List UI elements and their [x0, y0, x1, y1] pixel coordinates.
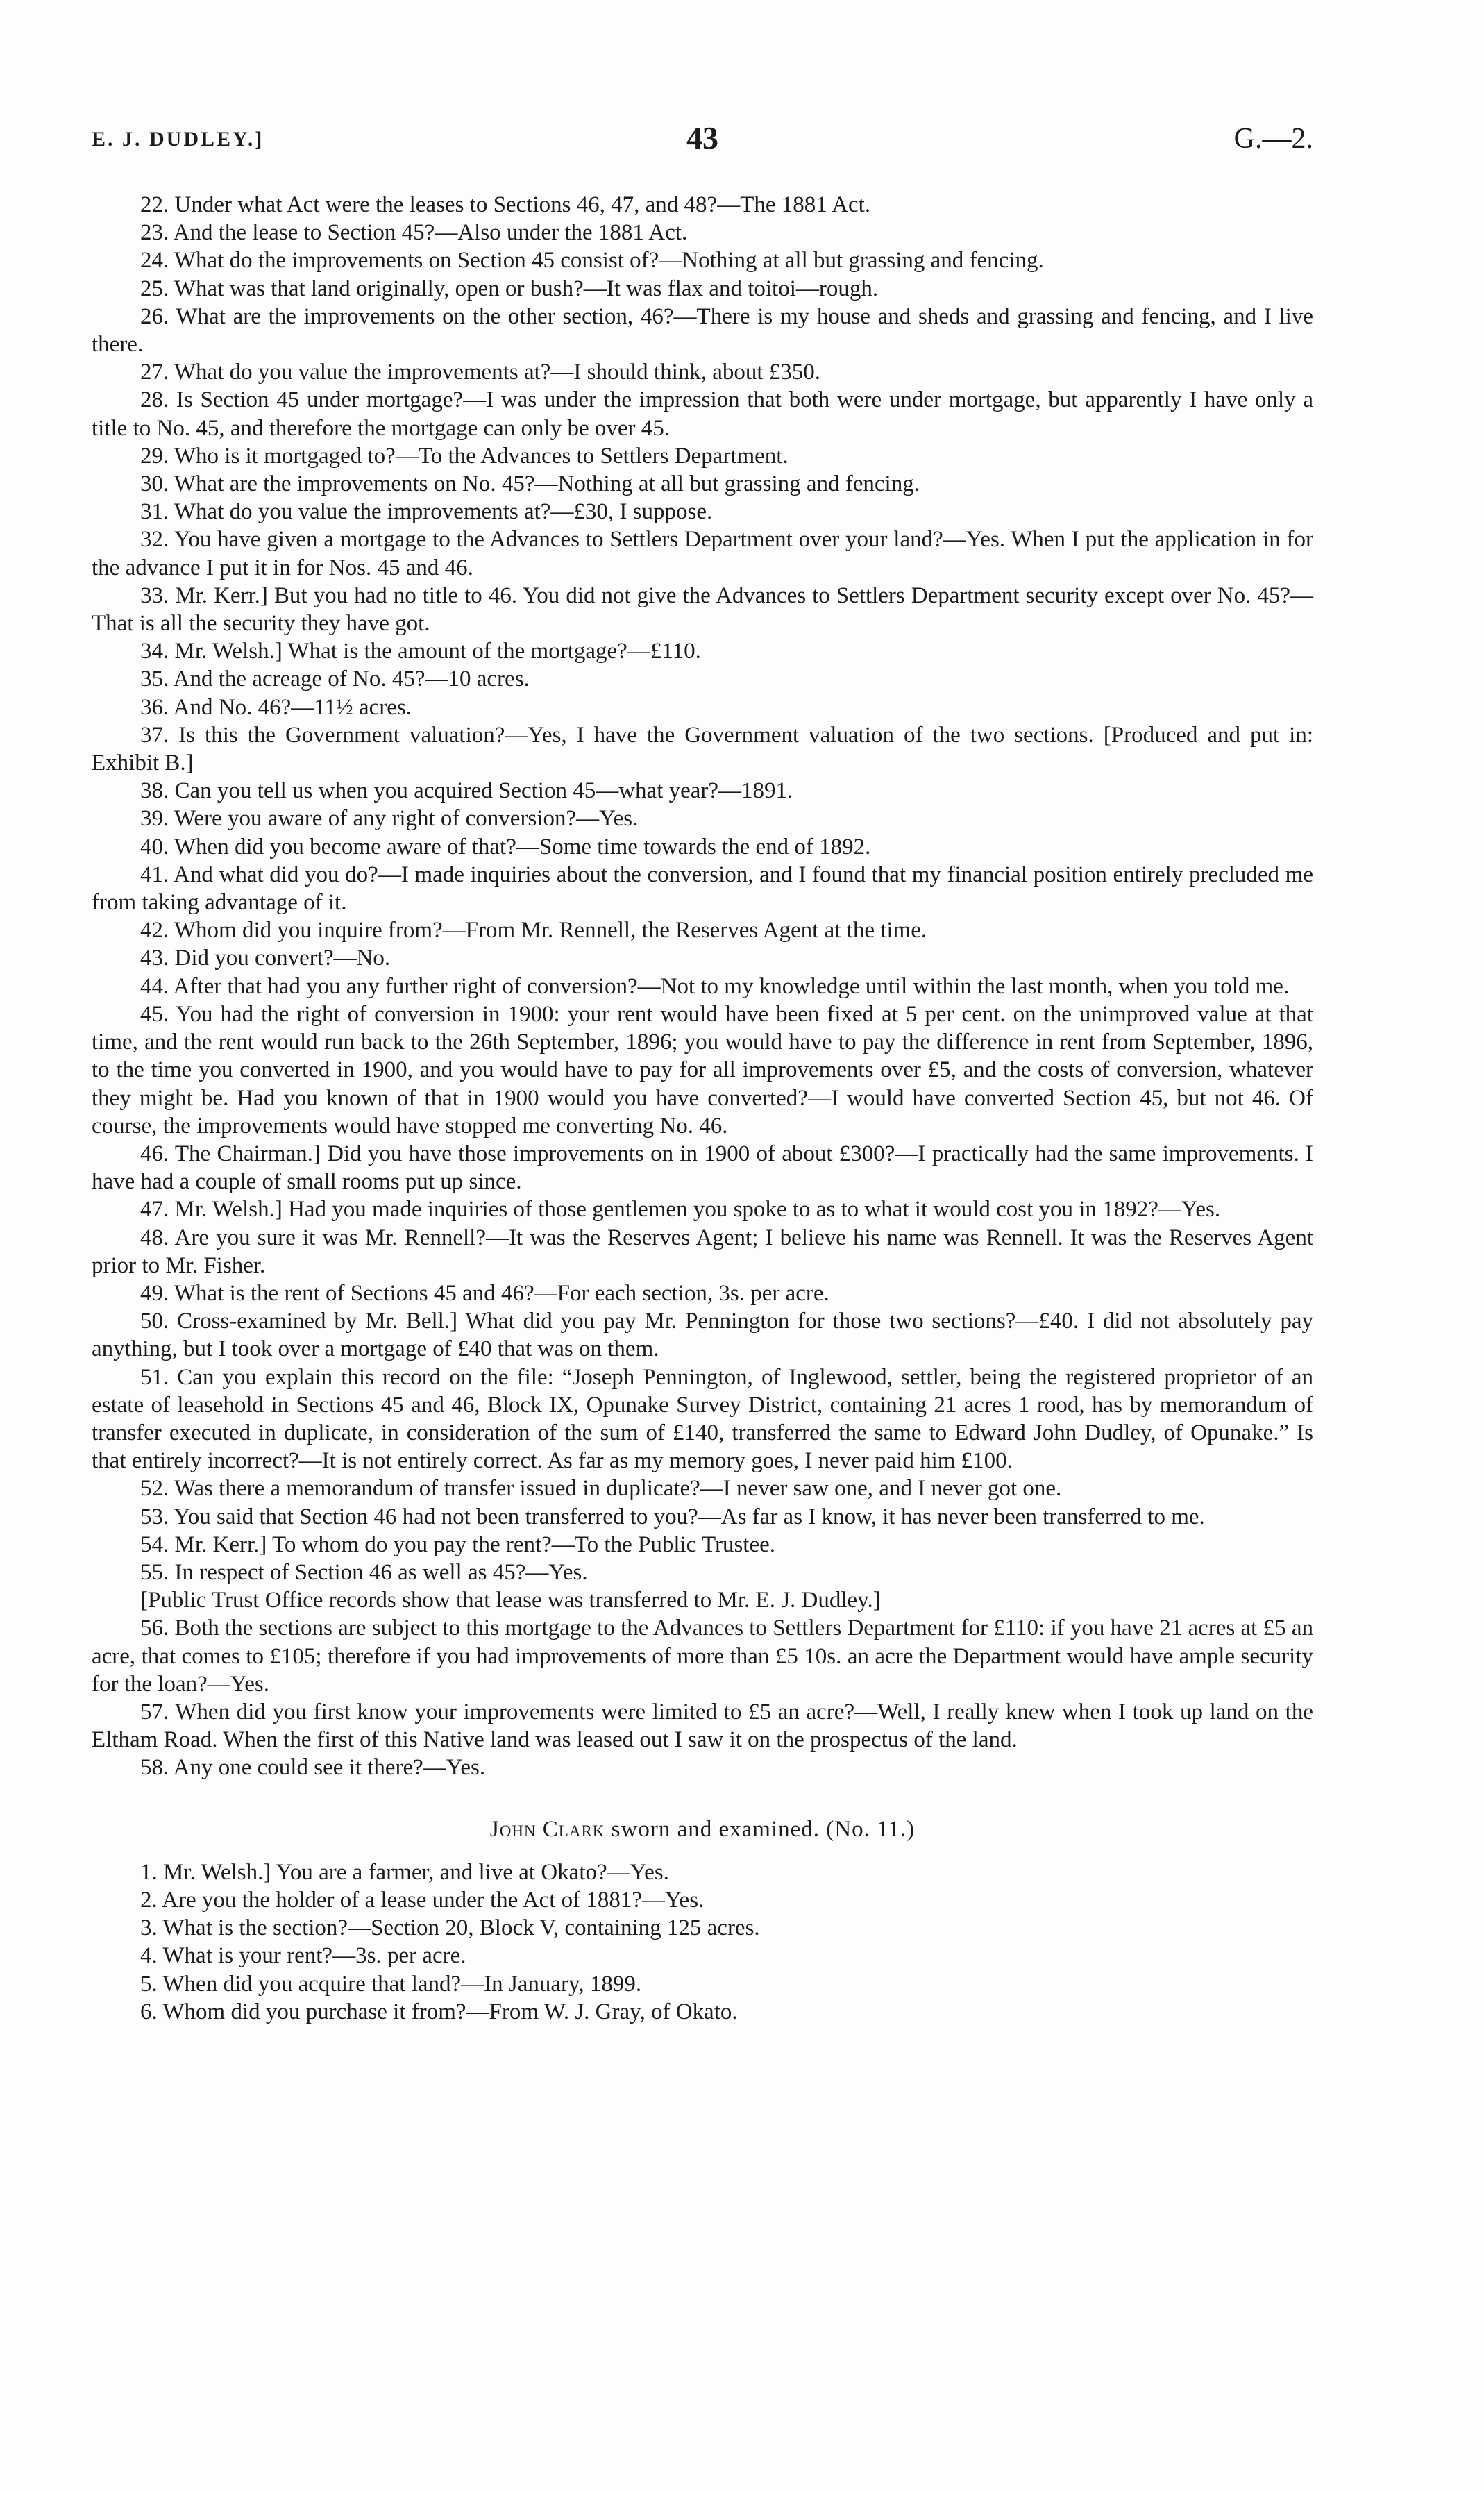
question-paragraph: 45. You had the right of conversion in 1900: your rent would have been fixed at 5 per cent. on the unimproved value at that time, and the rent would run back to the 26th September, 1896; you would have to pay the difference in rent from September, 1896, to the time you converted in 1900, and you would have to pay for all improvements over £5, and the costs of conversion, whatever they might be. Had you known of that in 1900 would you have converted?—I would have converted Section 45, but not 46. Of course, the improvements would have stopped me converting No. 46.: [92, 1001, 1313, 1139]
witness-name: John Clark: [489, 1816, 605, 1842]
question-paragraph: 32. You have given a mortgage to the Advances to Settlers Department over your land?—Yes. When I put the application in for the advance I put it in for Nos. 45 and 46.: [92, 527, 1313, 580]
question-paragraph: 44. After that had you any further right of conversion?—Not to my knowledge until within the last month, when you told me.: [140, 973, 1290, 999]
question-paragraph: 58. Any one could see it there?—Yes.: [140, 1755, 486, 1781]
question-paragraph: 6. Whom did you purchase it from?—From W. J. Gray, of Okato.: [140, 1999, 738, 2024]
question-paragraph: 28. Is Section 45 under mortgage?—I was under the impression that both were under mortgage, but apparently I have only a title to No. 45, and therefore the mortgage can only be over 45.: [92, 387, 1313, 441]
question-paragraph: 47. Mr. Welsh.] Had you made inquiries of those gentlemen you spoke to as to what it would cost you in 1892?—Yes.: [140, 1197, 1221, 1223]
question-paragraph: 55. In respect of Section 46 as well as 45?—Yes.: [140, 1559, 588, 1585]
question-paragraph: 36. And No. 46?—11½ acres.: [140, 694, 412, 720]
question-paragraph: 24. What do the improvements on Section 45 consist of?—Nothing at all but grassing and fencing.: [140, 248, 1044, 274]
question-paragraph: 42. Whom did you inquire from?—From Mr. Rennell, the Reserves Agent at the time.: [140, 918, 927, 943]
question-paragraph: 43. Did you convert?—No.: [140, 946, 391, 971]
question-paragraph: 33. Mr. Kerr.] But you had no title to 46. You did not give the Advances to Settlers Department security except over No. 45?—That is all the security they have got.: [92, 582, 1313, 637]
witness-heading: [92, 1815, 1313, 1843]
question-paragraph: 23. And the lease to Section 45?—Also under the 1881 Act.: [140, 220, 688, 246]
question-paragraph: 39. Were you aware of any right of conversion?—Yes.: [140, 806, 639, 832]
page-number: 43: [686, 120, 718, 156]
witness-heading-rest: sworn and examined. (No. 11.): [611, 1816, 916, 1842]
page-header: [92, 119, 1313, 161]
question-paragraph: 52. Was there a memorandum of transfer issued in duplicate?—I never saw one, and I never got one.: [140, 1476, 1062, 1502]
question-paragraph: 56. Both the sections are subject to this mortgage to the Advances to Settlers Department for £110: if you have 21 acres at £5 an acre, that comes to £105; therefore if you had improvements of more than £5 10s. an acre the Department would have ample security for the loan?—Yes.: [92, 1615, 1313, 1697]
question-paragraph: 49. What is the rent of Sections 45 and 46?—For each section, 3s. per acre.: [140, 1280, 829, 1306]
question-paragraph: 46. The Chairman.] Did you have those improvements on in 1900 of about £300?—I practically had the same improvements. I have had a couple of small rooms put up since.: [92, 1141, 1313, 1195]
question-paragraph: 30. What are the improvements on No. 45?—Nothing at all but grassing and fencing.: [140, 471, 920, 497]
question-paragraph: 26. What are the improvements on the other section, 46?—There is my house and sheds and grassing and fencing, and I live there.: [92, 303, 1313, 358]
question-paragraph: 5. When did you acquire that land?—In January, 1899.: [140, 1971, 642, 1997]
question-paragraph: 35. And the acreage of No. 45?—10 acres.: [140, 666, 530, 692]
question-paragraph: 57. When did you first know your improvements were limited to £5 an acre?—Well, I really knew when I took up land on the Eltham Road. When the first of this Native land was leased out I saw it on the prospectus of the land.: [92, 1699, 1313, 1753]
running-head-right: G.—2.: [1233, 123, 1313, 155]
question-paragraph: 54. Mr. Kerr.] To whom do you pay the rent?—To the Public Trustee.: [140, 1531, 776, 1557]
page-body: [92, 191, 1313, 2026]
question-paragraph: 34. Mr. Welsh.] What is the amount of the mortgage?—£110.: [140, 639, 701, 664]
witness-questions: [92, 1858, 1313, 2026]
question-paragraph: 50. Cross-examined by Mr. Bell.] What did you pay Mr. Pennington for those two sections?—£40. I did not absolutely pay anything, but I took over a mortgage of £40 that was on them.: [92, 1309, 1313, 1362]
question-paragraph: 3. What is the section?—Section 20, Block V, containing 125 acres.: [140, 1915, 760, 1941]
question-paragraph: 1. Mr. Welsh.] You are a farmer, and live at Okato?—Yes.: [140, 1859, 669, 1885]
question-paragraph: 37. Is this the Government valuation?—Yes, I have the Government valuation of the two sections. [Produced and put in: Exhibit B.]: [92, 722, 1313, 776]
question-paragraph: 38. Can you tell us when you acquired Section 45—what year?—1891.: [140, 778, 793, 804]
question-paragraph: 31. What do you value the improvements at?—£30, I suppose.: [140, 499, 713, 525]
question-paragraph: 40. When did you become aware of that?—Some time towards the end of 1892.: [140, 834, 871, 859]
question-paragraph: 27. What do you value the improvements at?—I should think, about £350.: [140, 360, 821, 385]
evidence-questions: [92, 191, 1313, 1782]
question-paragraph: 51. Can you explain this record on the file: “Joseph Pennington, of Inglewood, settler, being the registered proprietor of an estate of leasehold in Sections 45 and 46, Block IX, Opunake Survey District, containing 21 acres 1 rood, has by memorandum of transfer executed in duplicate, in consideration of the sum of £140, transferred the same to Edward John Dudley, of Opunake.” Is that entirely incorrect?—It is not entirely correct. As far as my memory goes, I never paid him £100.: [92, 1364, 1313, 1474]
question-paragraph: 41. And what did you do?—I made inquiries about the conversion, and I found that my financial position entirely precluded me from taking advantage of it.: [92, 862, 1313, 916]
question-paragraph: 4. What is your rent?—3s. per acre.: [140, 1943, 466, 1969]
question-paragraph: 53. You said that Section 46 had not been transferred to you?—As far as I know, it has never been transferred to me.: [140, 1504, 1205, 1529]
question-paragraph: 2. Are you the holder of a lease under the Act of 1881?—Yes.: [140, 1887, 705, 1913]
question-paragraph: 29. Who is it mortgaged to?—To the Advances to Settlers Department.: [140, 443, 789, 469]
question-paragraph: 25. What was that land originally, open or bush?—It was flax and toitoi—rough.: [140, 276, 879, 301]
question-paragraph: 48. Are you sure it was Mr. Rennell?—It was the Reserves Agent; I believe his name was Rennell. It was the Reserves Agent prior to Mr. Fisher.: [92, 1225, 1313, 1278]
question-paragraph: [Public Trust Office records show that lease was transferred to Mr. E. J. Dudley.]: [140, 1588, 881, 1613]
running-head-left: E. J. DUDLEY.]: [92, 128, 264, 151]
question-paragraph: 22. Under what Act were the leases to Sections 46, 47, and 48?—The 1881 Act.: [140, 192, 871, 217]
